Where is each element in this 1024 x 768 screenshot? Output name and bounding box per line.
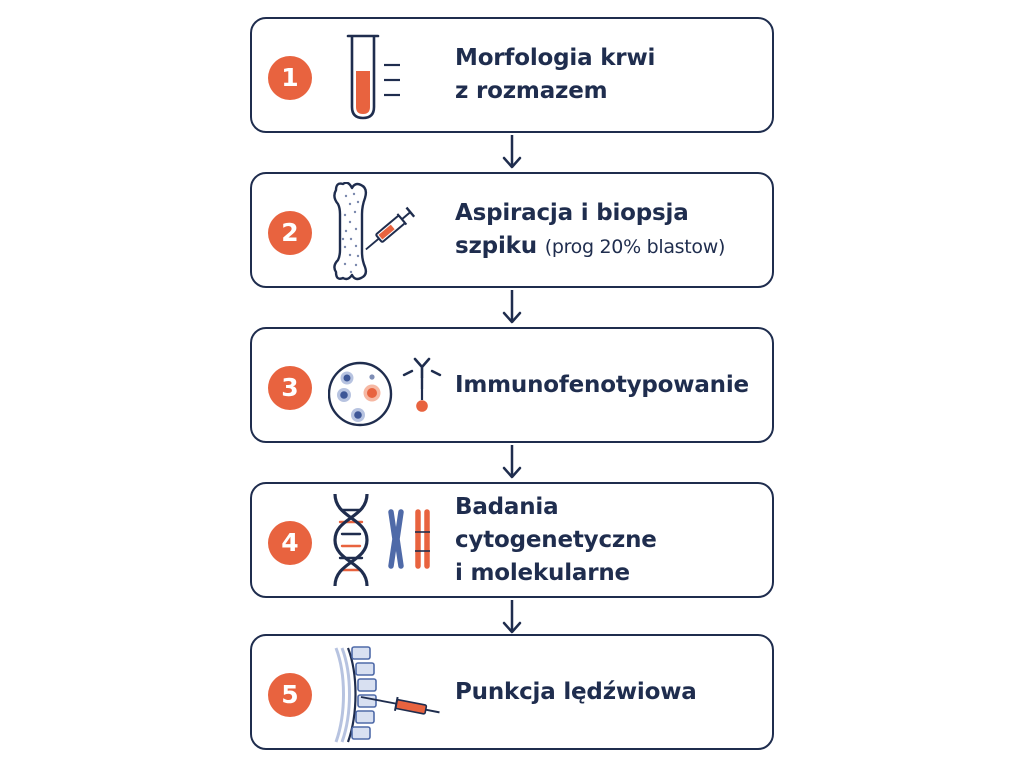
step-4-label <box>455 484 762 596</box>
step-2-label-line-1: Aspiracja i biopsja <box>455 199 689 226</box>
step-5-label <box>455 636 762 748</box>
step-3-label <box>455 329 762 441</box>
step-2-note: (prog 20% blastow) <box>544 235 726 258</box>
arrow-down-icon <box>497 598 527 638</box>
arrow-down-icon <box>497 133 527 173</box>
cells-and-antibody-icon <box>328 337 448 437</box>
step-3-number: 3 <box>268 366 312 410</box>
step-2-label <box>455 174 762 286</box>
step-5-box <box>250 634 774 750</box>
step-5-label-line-1: Punkcja lędźwiowa <box>455 678 697 705</box>
step-2-number: 2 <box>268 211 312 255</box>
step-1-label <box>455 19 762 131</box>
arrow-down-icon <box>497 443 527 483</box>
step-1-label-line-2: z rozmazem <box>455 78 608 104</box>
arrow-down-icon <box>497 288 527 328</box>
step-5-number: 5 <box>268 673 312 717</box>
step-2-label-line-2 <box>455 230 762 264</box>
step-3-label-line-1: Immunofenotypowanie <box>455 371 749 398</box>
step-4-box <box>250 482 774 598</box>
step-4-label-line-1: Badania cytogenetyczne <box>455 493 657 553</box>
step-4-label-line-2: i molekularne <box>455 559 630 586</box>
bone-and-syringe-icon <box>328 182 448 282</box>
step-1-label-line-1: Morfologia krwi <box>455 45 656 71</box>
step-3-box <box>250 327 774 443</box>
step-1-box <box>250 17 774 133</box>
step-2-label-line-2-text: szpiku <box>455 232 537 259</box>
step-4-number: 4 <box>268 521 312 565</box>
dna-and-chromosomes-icon <box>328 492 448 592</box>
step-1-number: 1 <box>268 56 312 100</box>
step-2-box <box>250 172 774 288</box>
test-tube-icon <box>328 27 448 127</box>
spine-and-needle-icon <box>328 644 448 744</box>
